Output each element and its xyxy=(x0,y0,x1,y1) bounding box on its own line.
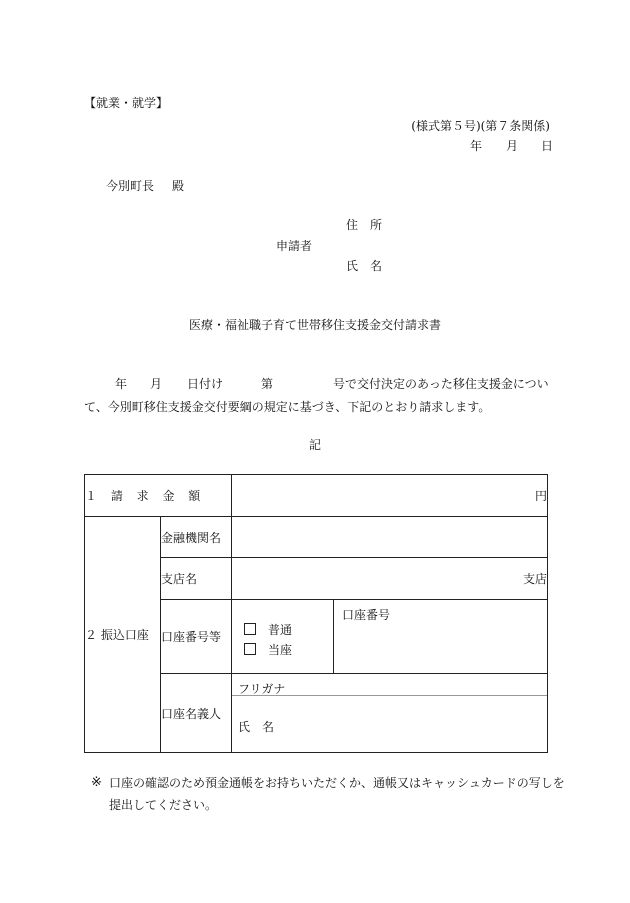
account-holder-label: 口座名義人 xyxy=(161,674,232,753)
form-number: (様式第５号)(第７条関係) xyxy=(411,119,550,133)
body-line2: て、今別町移住支援金交付要綱の規定に基づき、下記のとおり請求します。 xyxy=(84,400,491,414)
checkbox-icon[interactable] xyxy=(244,643,256,655)
request-table xyxy=(84,474,548,753)
account-type-label: 普通 xyxy=(268,623,293,637)
transfer-account-label: ２ 振込口座 xyxy=(85,517,161,753)
branch-label: 支店名 xyxy=(161,558,232,600)
date-day: 日 xyxy=(541,139,554,153)
account-type-futsu[interactable] xyxy=(244,620,292,640)
amount-unit: 円 xyxy=(535,489,548,503)
branch-field[interactable] xyxy=(232,558,548,600)
body-line1-rest: 号で交付決定のあった移住支援金につい xyxy=(333,377,549,391)
account-number-label: 口座番号 xyxy=(342,608,391,622)
body-date-suffix: 日付け xyxy=(187,377,224,391)
body-number-prefix: 第 xyxy=(261,377,274,391)
amount-field[interactable] xyxy=(232,475,548,517)
applicant-label: 申請者 xyxy=(276,239,313,253)
date-year: 年 xyxy=(470,139,483,153)
body-year: 年 xyxy=(115,377,128,391)
checkbox-icon[interactable] xyxy=(244,623,256,635)
account-holder-field[interactable] xyxy=(232,674,548,753)
ki-heading: 記 xyxy=(308,438,321,452)
furigana-divider xyxy=(232,695,547,696)
note-line1: 口座の確認のため預金通帳をお持ちいただくか、通帳又はキャッシュカードの写しを xyxy=(109,776,565,790)
account-type-toza[interactable] xyxy=(244,640,292,660)
name-label: 氏 名 xyxy=(346,259,383,273)
body-month: 月 xyxy=(150,377,163,391)
amount-label: １ 請 求 金 額 xyxy=(85,475,232,517)
account-info-label: 口座番号等 xyxy=(161,600,232,674)
account-type-label: 当座 xyxy=(268,643,293,657)
holder-name-label: 氏 名 xyxy=(238,720,275,734)
category-tag: 【就業・就学】 xyxy=(84,96,169,110)
addressee-honorific: 殿 xyxy=(172,179,185,193)
note-line2: 提出してください。 xyxy=(109,798,218,812)
branch-unit: 支店 xyxy=(523,572,548,586)
note-mark: ※ xyxy=(91,775,102,790)
address-label: 住 所 xyxy=(346,218,383,232)
account-type-cell xyxy=(232,600,334,674)
bank-name-field[interactable] xyxy=(232,517,548,558)
furigana-label: フリガナ xyxy=(238,682,286,696)
account-number-field[interactable] xyxy=(334,600,548,674)
addressee-name: 今別町長 xyxy=(106,179,155,193)
document-title: 医療・福祉職子育て世帯移住支援金交付請求書 xyxy=(188,318,441,332)
bank-name-label: 金融機関名 xyxy=(161,517,232,558)
date-month: 月 xyxy=(506,139,519,153)
